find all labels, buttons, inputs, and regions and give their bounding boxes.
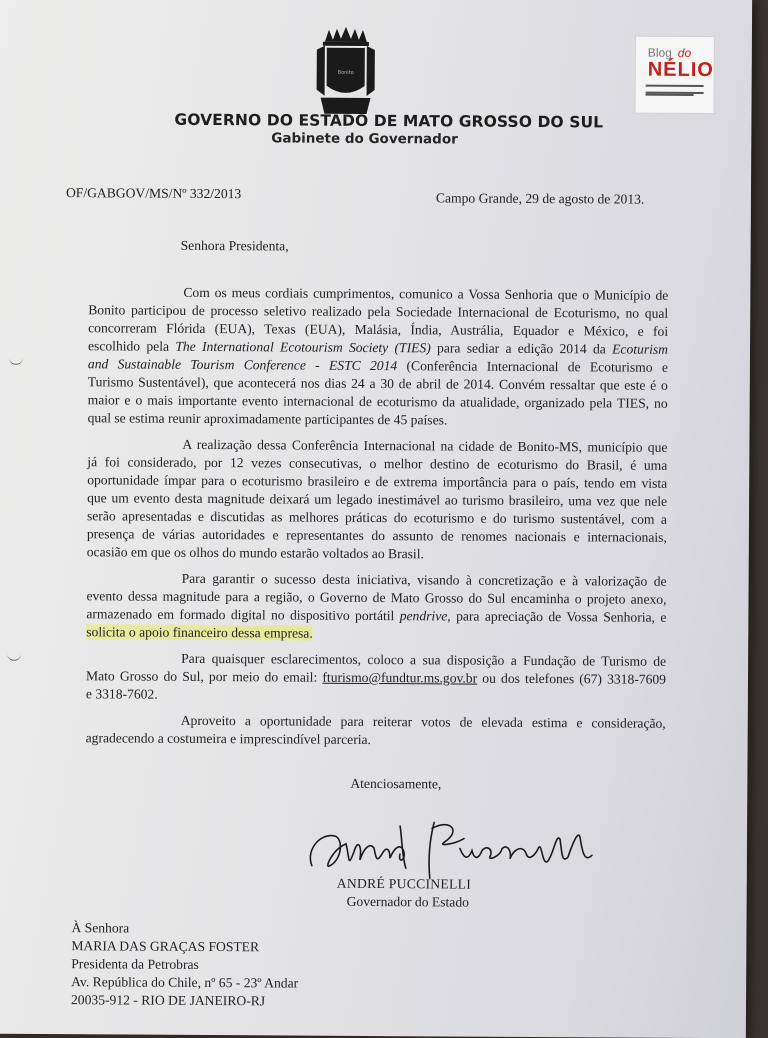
paragraph-1-line: maior e o mais importante evento internacional de ecoturismo da atualidade, organizado pela TIES, no <box>87 392 668 411</box>
office-subtitle: Gabinete do Governador <box>271 130 458 148</box>
paragraph-2-line: ocasião em que os olhos do mundo estarão voltados ao Brasil. <box>86 544 424 562</box>
paragraph-3-line: Para garantir o sucesso desta iniciativa, visando à concretização e à valorização de <box>181 570 667 589</box>
closing: Atenciosamente, <box>350 775 442 792</box>
signer-name: ANDRÉ PUCCINELLI <box>336 875 472 892</box>
state-coat-of-arms <box>314 26 377 116</box>
paragraph-2-line: que um evento desta magnitude deixará um legado inestimável ao turismo brasileiro, uma vez que nele <box>87 490 668 509</box>
margin-pen-mark <box>7 652 21 661</box>
paragraph-2-line: oportunidade ímpar para o ecoturismo brasileiro e de extrema importância para o país, tendo em vista <box>87 472 668 491</box>
paragraph-2-line: já foi considerado, por 12 vezes consecutivas, o melhor destino de ecoturismo do Brasil, é uma <box>87 454 668 473</box>
paragraph-2-line: serão apresentadas e discutidas as melhores práticas do ecoturismo e do turismo sustentável, com a <box>86 508 668 527</box>
recipient-line: À Senhora <box>71 920 130 936</box>
blog-watermark-logo <box>634 36 714 114</box>
paragraph-4-line: Para quaisquer esclarecimentos, coloco a sua disposição a Fundação de Turismo de <box>181 650 667 669</box>
paragraph-1-line: Turismo Sustentável), que acontecerá nos dias 24 a 30 de abril de 2014. Convém ressaltar que este é o <box>87 374 668 393</box>
paragraph-1-line: qual se estima reunir aproximadamente participantes de 45 países. <box>87 410 448 428</box>
signer-title: Governador do Estado <box>346 893 470 910</box>
recipient-line: Presidenta da Petrobras <box>71 956 199 972</box>
place-date: Campo Grande, 29 de agosto de 2013. <box>435 190 645 207</box>
recipient-line: MARIA DAS GRAÇAS FOSTER <box>71 938 260 955</box>
government-title: GOVERNO DO ESTADO DE MATO GROSSO DO SUL <box>174 110 604 132</box>
recipient-line: 20035-912 - RIO DE JANEIRO-RJ <box>70 992 266 1009</box>
paragraph-1-line: and Sustainable Tourism Conference - ESTC 2014 (Conferência Internacional de Ecoturismo e <box>87 356 668 375</box>
margin-pen-mark <box>9 356 23 365</box>
contact-email-link[interactable]: fturismo@fundtur.ms.gov.br <box>322 669 478 686</box>
highlighted-request: solicita o apoio financeiro dessa empresa. <box>86 624 313 641</box>
paragraph-2-line: presença de várias autoridades e representantes do assunto de renomes nacionais e internacionais, <box>86 526 667 545</box>
paragraph-3-line: armazenado em formado digital no dispositivo portátil pendrive, para apreciação de Vossa Senhoria, e <box>86 606 667 625</box>
paragraph-3-line: evento dessa magnitude para a região, o Governo de Mato Grosso do Sul encaminha o projeto anexo, <box>86 588 667 607</box>
watermark-underline-icon <box>646 94 694 96</box>
salutation: Senhora Presidenta, <box>180 237 289 254</box>
watermark-do-text: do <box>677 45 692 60</box>
paragraph-4-line: Mato Grosso do Sul, por meio do email: fturismo@fundtur.ms.gov.br ou dos telefones (67) 3318-7609 <box>85 668 667 687</box>
watermark-name-text: NÉLIO <box>647 58 714 82</box>
paragraph-2-line: A realização dessa Conferência Internacional na cidade de Bonito-MS, município que <box>182 436 668 455</box>
paragraph-4-line: e 3318-7602. <box>85 686 158 702</box>
watermark-blog-text: Blog <box>647 45 672 60</box>
paragraph-5-line: agradecendo a costumeira e imprescindível parceria. <box>85 730 372 748</box>
watermark-bar-icon <box>646 85 704 94</box>
paragraph-1-line: Bonito participou de processo seletivo realizado pela Sociedade Internacional de Ecoturismo, no qual <box>88 302 669 321</box>
paragraph-1-line: escolhido pela The International Ecotourism Society (TIES) para sediar a edição 2014 da Ecoturism <box>87 338 669 357</box>
paragraph-5-line: Aproveito a oportunidade para reiterar votos de elevada estima e consideração, <box>180 712 666 731</box>
paragraph-1-line: concorreram Flórida (EUA), Texas (EUA), Malásia, Índia, Austrália, Equador e México, e foi <box>88 320 669 339</box>
recipient-line: Av. República do Chile, nº 65 - 23º Andar <box>71 974 299 991</box>
crest-text: Bonito <box>337 69 354 76</box>
paragraph-3-line <box>86 623 313 642</box>
reference-number: OF/GABGOV/MS/Nº 332/2013 <box>65 185 242 202</box>
paragraph-1-line: Com os meus cordiais cumprimentos, comunico a Vossa Senhoria que o Município de <box>183 284 669 303</box>
